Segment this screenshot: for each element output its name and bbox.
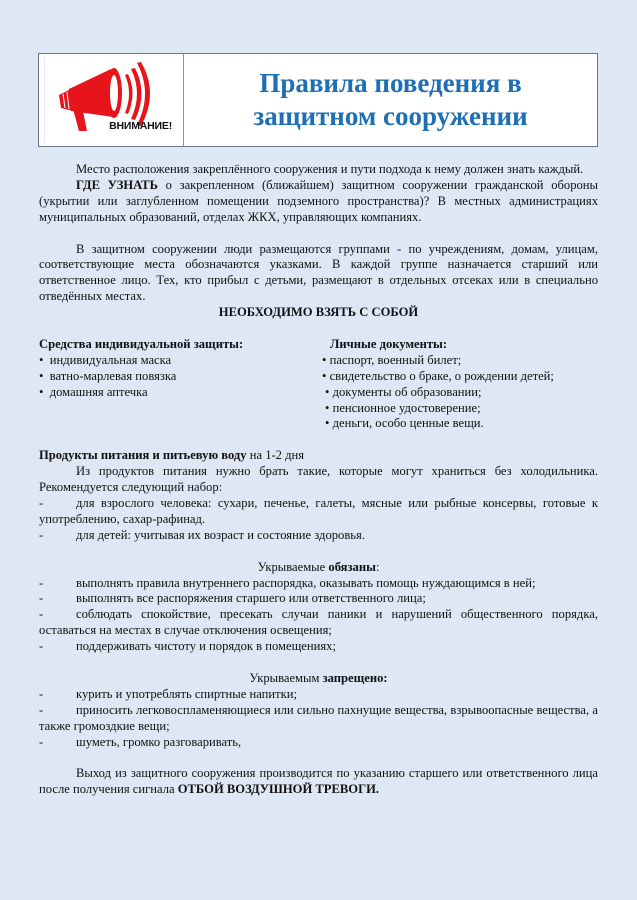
list-item-text: для детей: учитывая их возраст и состояние здоровья. <box>76 527 365 542</box>
documents-title-text: Личные документы: <box>330 336 448 351</box>
list-item-text: шуметь, громко разговаривать, <box>76 734 242 749</box>
list-item-text: выполнять правила внутреннего распорядка, оказывать помощь нуждающимся в ней; <box>76 575 536 590</box>
list-item <box>322 385 598 401</box>
obliged-heading-plain: Укрываемые <box>257 559 329 574</box>
dash: - <box>39 495 44 510</box>
list-item <box>39 496 598 528</box>
bullet: • <box>325 384 330 399</box>
bullet: • <box>322 368 327 383</box>
dash: - <box>39 575 44 590</box>
document-body <box>39 162 598 798</box>
list-item-text: пенсионное удостоверение; <box>332 400 481 415</box>
list-item-text: для взрослого человека: сухари, печенье, галеты, мясные или рыбные консервы, готовые к употреблению, сахар-рафинад. <box>39 495 598 526</box>
intro-paragraph-1: Место расположения закреплённого сооружения и пути подхода к нему должен знать каждый. <box>76 162 584 176</box>
where-to-find-text: о закрепленном (ближайшем) защитном сооружении гражданской обороны (укрытии или заглубленном помещении подземного пространства)? В местных администрациях муниципальных образований, отделах ЖКХ, управляющих компаниях. <box>39 177 598 224</box>
list-item <box>39 385 322 401</box>
food-title <box>39 448 598 464</box>
title-line-1: Правила поведения в <box>259 68 522 98</box>
list-item-text: поддерживать чистоту и порядок в помещениях; <box>76 639 336 654</box>
food-paragraph: Из продуктов питания нужно брать такие, которые могут храниться без холодильника. Рекомендуется следующий набор: <box>39 464 598 495</box>
intro-paragraph-3: В защитном сооружении люди размещаются группами - по учреждениям, домам, улицам, соответствующие места обозначаются указками. В каждой группе назначается старший или ответственное лицо. Тех, кто прибыл с детьми, размещают в отдельных отсеках или в специально отведённых местах. <box>39 241 598 304</box>
take-with-columns <box>39 337 598 432</box>
list-item-text: ватно-марлевая повязка <box>49 368 177 383</box>
intro-paragraph-2 <box>39 178 598 226</box>
where-to-find-label: ГДЕ УЗНАТЬ <box>76 177 158 192</box>
food-title-rest: на 1-2 дня <box>246 448 305 463</box>
list-item-text: выполнять все распоряжения старшего или ответственного лица; <box>76 591 426 606</box>
list-item <box>39 639 598 655</box>
bullet: • <box>325 416 330 431</box>
dash: - <box>39 591 44 606</box>
take-with-heading-text: НЕОБХОДИМО ВЗЯТЬ С СОБОЙ <box>218 305 419 320</box>
bullet: • <box>39 368 44 383</box>
title-cell <box>184 54 597 146</box>
obliged-heading-bold: обязаны <box>328 559 376 574</box>
list-item-text: свидетельство о браке, о рождении детей; <box>329 368 554 383</box>
dash: - <box>39 734 44 749</box>
take-with-heading <box>39 305 598 321</box>
list-item <box>39 607 598 639</box>
dash: - <box>39 702 44 717</box>
list-item-text: соблюдать спокойствие, пресекать случаи паники и нарушений общественного порядка, оставаться на местах в случае отключения освещения; <box>39 607 598 638</box>
protection-means-title <box>39 337 322 353</box>
list-item <box>39 369 322 385</box>
list-item <box>39 591 598 607</box>
exit-text: Выход из защитного сооружения производится по указанию старшего или ответственного лица после получения сигнала <box>39 766 598 797</box>
list-item-text: приносить легковоспламеняющиеся или сильно пахнущие вещества, взрывоопасные вещества, а также громоздкие вещи; <box>39 702 598 733</box>
page-title <box>253 67 527 133</box>
list-item <box>322 416 598 432</box>
dash: - <box>39 527 44 542</box>
dash: - <box>39 639 44 654</box>
obliged-heading <box>39 560 598 576</box>
dash: - <box>39 607 44 622</box>
list-item <box>39 353 322 369</box>
list-item-text: деньги, особо ценные вещи. <box>332 416 484 431</box>
list-item <box>39 703 598 735</box>
logo-text: ВНИМАНИЕ! <box>109 120 172 133</box>
food-title-bold: Продукты питания и питьевую воду <box>39 448 247 463</box>
documents-title <box>322 337 598 353</box>
attention-logo <box>44 57 178 143</box>
bullet: • <box>39 384 44 399</box>
logo-cell <box>39 54 184 146</box>
list-item <box>39 576 598 592</box>
list-item-text: домашняя аптечка <box>49 384 148 399</box>
header-box <box>38 53 598 147</box>
list-item-text: индивидуальная маска <box>49 352 172 367</box>
bullet: • <box>325 400 330 415</box>
forbidden-heading-bold: запрещено: <box>322 670 388 685</box>
exit-paragraph <box>39 766 598 798</box>
list-item <box>322 369 598 385</box>
title-line-2: защитном сооружении <box>253 101 528 131</box>
protection-means-title-text: Средства индивидуальной защиты: <box>39 336 244 351</box>
forbidden-heading-plain: Укрываемым <box>249 670 323 685</box>
bullet: • <box>322 352 327 367</box>
list-item <box>322 353 598 369</box>
documents-column <box>322 337 598 432</box>
forbidden-heading <box>39 671 598 687</box>
list-item-text: паспорт, военный билет; <box>329 352 462 367</box>
list-item-text: документы об образовании; <box>332 384 482 399</box>
list-item-text: курить и употреблять спиртные напитки; <box>76 686 297 701</box>
list-item <box>39 528 598 544</box>
all-clear-signal: ОТБОЙ ВОЗДУШНОЙ ТРЕВОГИ. <box>177 782 380 797</box>
protection-means-column <box>39 337 322 432</box>
list-item <box>39 735 598 751</box>
obliged-heading-end: : <box>375 559 380 574</box>
bullet: • <box>39 352 44 367</box>
list-item <box>39 687 598 703</box>
list-item <box>322 401 598 417</box>
dash: - <box>39 686 44 701</box>
